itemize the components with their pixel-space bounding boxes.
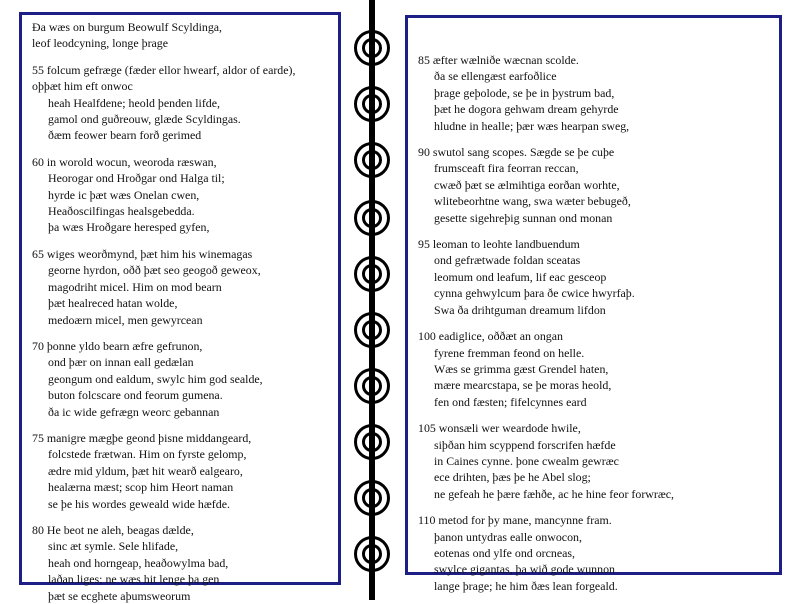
poem-line: swylce gigantas, þa wið gode wunnon xyxy=(434,562,615,577)
poem-line: buton folcscare ond feorum gumena. xyxy=(48,388,223,403)
poem-line: wlitebeorhtne wang, swa wæter bebugeð, xyxy=(434,194,631,209)
poem-line: fen ond fæsten; fifelcynnes eard xyxy=(434,394,587,409)
poem-line: gesette sigehreþig sunnan ond monan xyxy=(434,210,613,225)
poem-line: 55 folcum gefræge (fæder ellor hwearf, aldor of earde), xyxy=(32,62,296,77)
poem-line: þanon untydras ealle onwocon, xyxy=(434,529,582,544)
poem-stanza xyxy=(418,144,773,226)
poem-line: geongum ond ealdum, swylc him god sealde, xyxy=(48,371,263,386)
poem-line: ece drihten, þæs þe he Abel slog; xyxy=(434,470,591,485)
poem-line: leomum ond leafum, lif eac gesceop xyxy=(434,269,607,284)
spiral-ring-icon xyxy=(354,200,390,236)
poem-line: ða se ellengæst earfoðlice xyxy=(434,69,557,84)
left-page xyxy=(19,12,341,603)
right-page xyxy=(405,15,782,593)
poem-line: hyrde ic þæt wæs Onelan cwen, xyxy=(48,187,200,202)
poem-line: georne hyrdon, oðð þæt seo geogoð geweox, xyxy=(48,263,261,278)
poem-line: Heaðoscilfingas healsgebedda. xyxy=(48,204,195,219)
poem-line: ædre mid yldum, þæt hit wearð ealgearo, xyxy=(48,463,243,478)
poem-line: þa wæs Hroðgare heresped gyfen, xyxy=(48,220,210,235)
poem-line: lange þrage; he him ðæs lean forgeald. xyxy=(434,578,618,593)
poem-line: 75 manigre mægþe geond þisne middangeard, xyxy=(32,430,252,445)
poem-stanza xyxy=(418,52,773,134)
poem-stanza xyxy=(32,154,332,236)
poem-stanza xyxy=(418,236,773,318)
poem-stanza xyxy=(32,62,332,144)
poem-line: se þe his wordes geweald wide hæfde. xyxy=(48,496,230,511)
poem-stanza xyxy=(32,522,332,604)
poem-stanza xyxy=(32,246,332,328)
poem-line: þæt he dogora gehwam dream gehyrde xyxy=(434,102,619,117)
poem-line: gamol ond guðreouw, glæde Scyldingas. xyxy=(48,112,241,127)
poem-line: folcstede frætwan. Him on fyrste gelomp, xyxy=(48,447,247,462)
poem-line: 95 leoman to leohte landbuendum xyxy=(418,237,580,252)
poem-line: Swa ða drihtguman dreamum lifdon xyxy=(434,302,606,317)
poem-line: hludne in healle; þær wæs hearpan sweg, xyxy=(434,118,630,133)
poem-line: leof leodcyning, longe þrage xyxy=(32,36,169,51)
poem-line: cwæð þæt se ælmihtiga eorðan worhte, xyxy=(434,177,620,192)
poem-line: 60 in worold wocun, weoroda ræswan, xyxy=(32,154,217,169)
poem-stanza xyxy=(418,420,773,502)
poem-line: fyrene fremman feond on helle. xyxy=(434,345,585,360)
spiral-ring-icon xyxy=(354,368,390,404)
spiral-ring-icon xyxy=(354,480,390,516)
spiral-ring-icon xyxy=(354,256,390,292)
poem-line: 85 æfter wælniðe wæcnan scolde. xyxy=(418,53,579,67)
poem-line: eotenas ond ylfe ond orcneas, xyxy=(434,545,575,560)
poem-line: 90 swutol sang scopes. Sægde se þe cuþe xyxy=(418,145,615,160)
poem-line: ða ic wide gefrægn weorc gebannan xyxy=(48,404,220,419)
poem-line: oþþæt him eft onwoc xyxy=(32,79,133,94)
poem-line: þæt se ecghete aþumsweorum xyxy=(48,588,191,603)
poem-line: ond gefrætwade foldan sceatas xyxy=(434,253,581,268)
poem-line: 105 wonsæli wer weardode hwile, xyxy=(418,421,581,436)
poem-line: þæt healreced hatan wolde, xyxy=(48,296,178,311)
poem-line: þrage geþolode, se þe in þystrum bad, xyxy=(434,85,615,100)
poem-line: heah Healfdene; heold þenden lifde, xyxy=(48,95,221,110)
poem-line: Ða wæs on burgum Beowulf Scyldinga, xyxy=(32,20,223,34)
poem-line: sinc æt symle. Sele hlifade, xyxy=(48,539,179,554)
spiral-ring-icon xyxy=(354,424,390,460)
poem-line: cynna gehwylcum þara ðe cwice hwyrfaþ. xyxy=(434,286,635,301)
poem-stanza xyxy=(32,19,332,52)
spiral-ring-icon xyxy=(354,30,390,66)
poem-line: 100 eadiglice, oððæt an ongan xyxy=(418,329,563,344)
poem-line: medoærn micel, men gewyrcean xyxy=(48,312,203,327)
poem-line: ne gefeah he þære fæhðe, ac he hine feor forwræc, xyxy=(434,486,675,501)
poem-line: ðæm feower bearn forð gerimed xyxy=(48,128,202,143)
poem-line: ond þær on innan eall gedælan xyxy=(48,355,194,370)
poem-line: 70 þonne yldo bearn æfre gefrunon, xyxy=(32,338,203,353)
spiral-ring-icon xyxy=(354,86,390,122)
poem-stanza xyxy=(32,430,332,512)
poem-line: laðan liges; ne wæs hit lenge þa gen xyxy=(48,572,220,587)
poem-line: Wæs se grimma gæst Grendel haten, xyxy=(434,361,609,376)
spiral-ring-icon xyxy=(354,312,390,348)
poem-stanza xyxy=(32,338,332,420)
poem-line: mære mearcstapa, se þe moras heold, xyxy=(434,378,612,393)
poem-line: 80 He beot ne aleh, beagas dælde, xyxy=(32,522,194,537)
poem-stanza xyxy=(418,328,773,410)
poem-line: in Caines cynne. þone cwealm gewræc xyxy=(434,453,619,468)
poem-line: magodriht micel. Him on mod bearn xyxy=(48,279,222,294)
spiral-ring-icon xyxy=(354,536,390,572)
spiral-ring-icon xyxy=(354,142,390,178)
poem-line: Heorogar ond Hroðgar ond Halga til; xyxy=(48,171,225,186)
poem-line: heah ond horngeap, heaðowylma bad, xyxy=(48,555,229,570)
poem-line: siþðan him scyppend forscrifen hæfde xyxy=(434,437,616,452)
poem-stanza xyxy=(418,512,773,594)
poem-line: healærna mæst; scop him Heort naman xyxy=(48,480,234,495)
poem-line: 110 metod for þy mane, mancynne fram. xyxy=(418,513,612,528)
poem-line: frumsceaft fira feorran reccan, xyxy=(434,161,579,176)
poem-line: 65 wiges weorðmynd, þæt him his winemagas xyxy=(32,246,253,261)
